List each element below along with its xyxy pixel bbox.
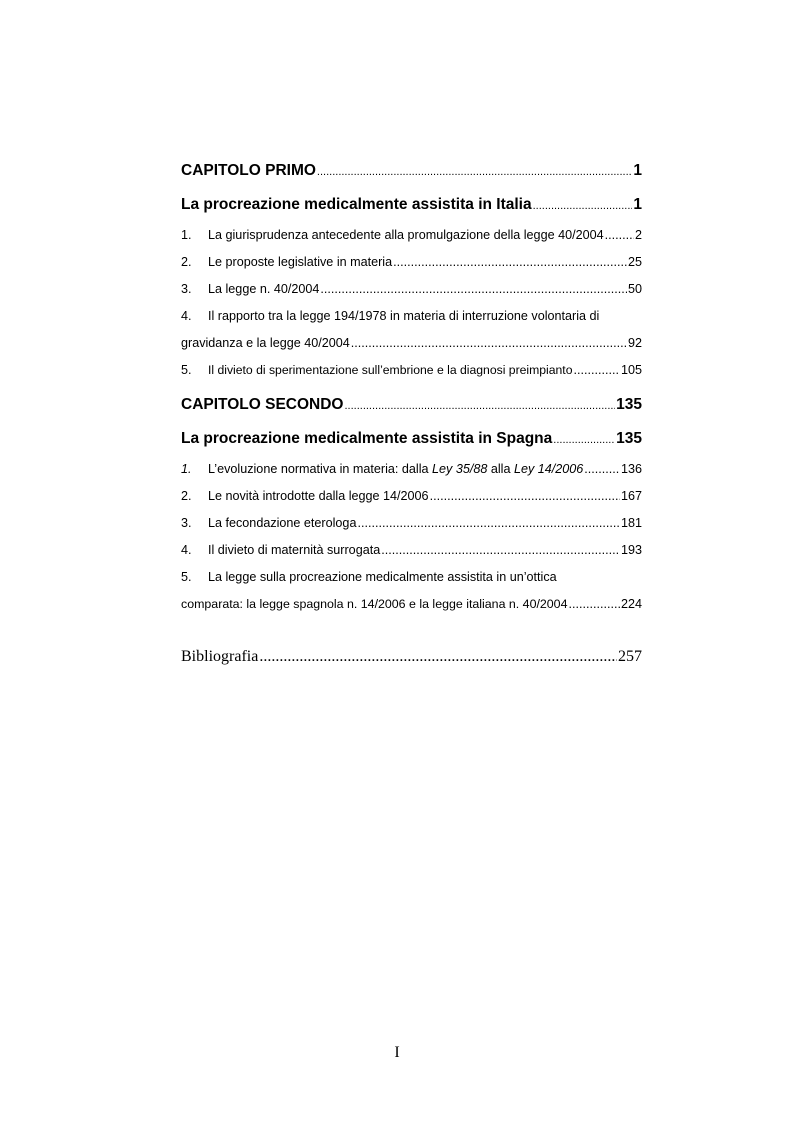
toc-entry-1-2[interactable] bbox=[181, 249, 642, 276]
entry-page: 25 bbox=[627, 255, 642, 269]
entry-page: 193 bbox=[620, 543, 642, 557]
entry-title: Le novità introdotte dalla legge 14/2006 bbox=[208, 489, 429, 503]
dot-leader bbox=[533, 188, 633, 222]
toc-entry-1-3[interactable] bbox=[181, 276, 642, 303]
entry-title: gravidanza e la legge 40/2004 bbox=[181, 336, 350, 350]
entry-title-part: Ley 35/88 bbox=[432, 462, 488, 476]
dot-leader bbox=[320, 276, 627, 303]
toc-entry-bibliography[interactable] bbox=[181, 642, 642, 672]
entry-page: 224 bbox=[620, 597, 642, 611]
entry-page: 105 bbox=[620, 363, 642, 377]
entry-page: 257 bbox=[618, 648, 642, 665]
toc-entry-chapter1-heading[interactable] bbox=[181, 154, 642, 188]
entry-number: 3. bbox=[181, 282, 192, 296]
dot-leader bbox=[573, 357, 620, 384]
entry-title: CAPITOLO PRIMO bbox=[181, 162, 316, 179]
toc-entry-2-1[interactable] bbox=[181, 456, 642, 483]
toc-entry-chapter2-title[interactable] bbox=[181, 422, 642, 456]
entry-number: 4. bbox=[181, 543, 192, 557]
entry-title: La legge n. 40/2004 bbox=[208, 282, 320, 296]
entry-title: CAPITOLO SECONDO bbox=[181, 396, 344, 413]
dot-leader bbox=[553, 422, 615, 456]
toc-entry-2-2[interactable] bbox=[181, 483, 642, 510]
entry-title: La legge sulla procreazione medicalmente assistita in un’ottica bbox=[208, 570, 557, 584]
toc-entry-2-5-line2[interactable] bbox=[181, 591, 642, 618]
toc-entry-1-4-line1[interactable] bbox=[181, 303, 642, 330]
toc-entry-chapter2-heading[interactable] bbox=[181, 388, 642, 422]
entry-number: 1. bbox=[181, 228, 192, 242]
entry-page: 92 bbox=[627, 336, 642, 350]
entry-number: 5. bbox=[181, 570, 192, 584]
entry-number: 4. bbox=[181, 309, 192, 323]
entry-page: 136 bbox=[620, 462, 642, 476]
entry-page: 1 bbox=[633, 162, 642, 179]
dot-leader bbox=[568, 591, 620, 618]
entry-title: comparata: la legge spagnola n. 14/2006 e la legge italiana n. 40/2004 bbox=[181, 597, 568, 611]
entry-number: 2. bbox=[181, 255, 192, 269]
entry-page: 50 bbox=[627, 282, 642, 296]
entry-title: Le proposte legislative in materia bbox=[208, 255, 393, 269]
dot-leader bbox=[584, 456, 620, 483]
entry-number: 2. bbox=[181, 489, 192, 503]
entry-title-part: L’evoluzione normativa in materia: dalla bbox=[208, 462, 433, 476]
toc-entry-1-4-line2[interactable] bbox=[181, 330, 642, 357]
entry-number: 3. bbox=[181, 516, 192, 530]
entry-number: 1. bbox=[181, 462, 192, 476]
dot-leader bbox=[393, 249, 627, 276]
entry-page: 167 bbox=[620, 489, 642, 503]
entry-title-part: alla bbox=[487, 462, 514, 476]
toc-entry-1-5[interactable] bbox=[181, 357, 642, 384]
toc-entry-2-3[interactable] bbox=[181, 510, 642, 537]
toc-entry-chapter1-title[interactable] bbox=[181, 188, 642, 222]
entry-number: 5. bbox=[181, 363, 192, 377]
toc-entry-2-5-line1[interactable] bbox=[181, 564, 642, 591]
entry-page: 181 bbox=[620, 516, 642, 530]
entry-title: La procreazione medicalmente assistita in Spagna bbox=[181, 430, 553, 447]
toc-entry-2-4[interactable] bbox=[181, 537, 642, 564]
entry-title: La fecondazione eterologa bbox=[208, 516, 357, 530]
entry-title: Il divieto di sperimentazione sull’embrione e la diagnosi preimpianto bbox=[208, 363, 573, 377]
entry-title: Il divieto di maternità surrogata bbox=[208, 543, 381, 557]
entry-page: 135 bbox=[616, 430, 642, 447]
toc-entry-1-1[interactable] bbox=[181, 222, 642, 249]
entry-page: 135 bbox=[616, 396, 642, 413]
dot-leader bbox=[259, 642, 617, 672]
dot-leader bbox=[357, 510, 620, 537]
dot-leader bbox=[430, 483, 620, 510]
entry-page: 1 bbox=[633, 196, 642, 213]
dot-leader bbox=[344, 388, 615, 422]
entry-title: La procreazione medicalmente assistita in Italia bbox=[181, 196, 532, 213]
entry-title: Il rapporto tra la legge 194/1978 in materia di interruzione volontaria di bbox=[208, 309, 600, 323]
dot-leader bbox=[605, 222, 634, 249]
dot-leader bbox=[381, 537, 620, 564]
page-number: I bbox=[394, 1044, 400, 1061]
entry-page: 2 bbox=[634, 228, 642, 242]
entry-title-part: Ley 14/2006 bbox=[513, 462, 584, 476]
entry-title: La giurisprudenza antecedente alla promulgazione della legge 40/2004 bbox=[208, 228, 604, 242]
dot-leader bbox=[317, 154, 632, 188]
dot-leader bbox=[351, 330, 627, 357]
entry-title: Bibliografia bbox=[181, 648, 259, 665]
table-of-contents bbox=[181, 154, 642, 672]
